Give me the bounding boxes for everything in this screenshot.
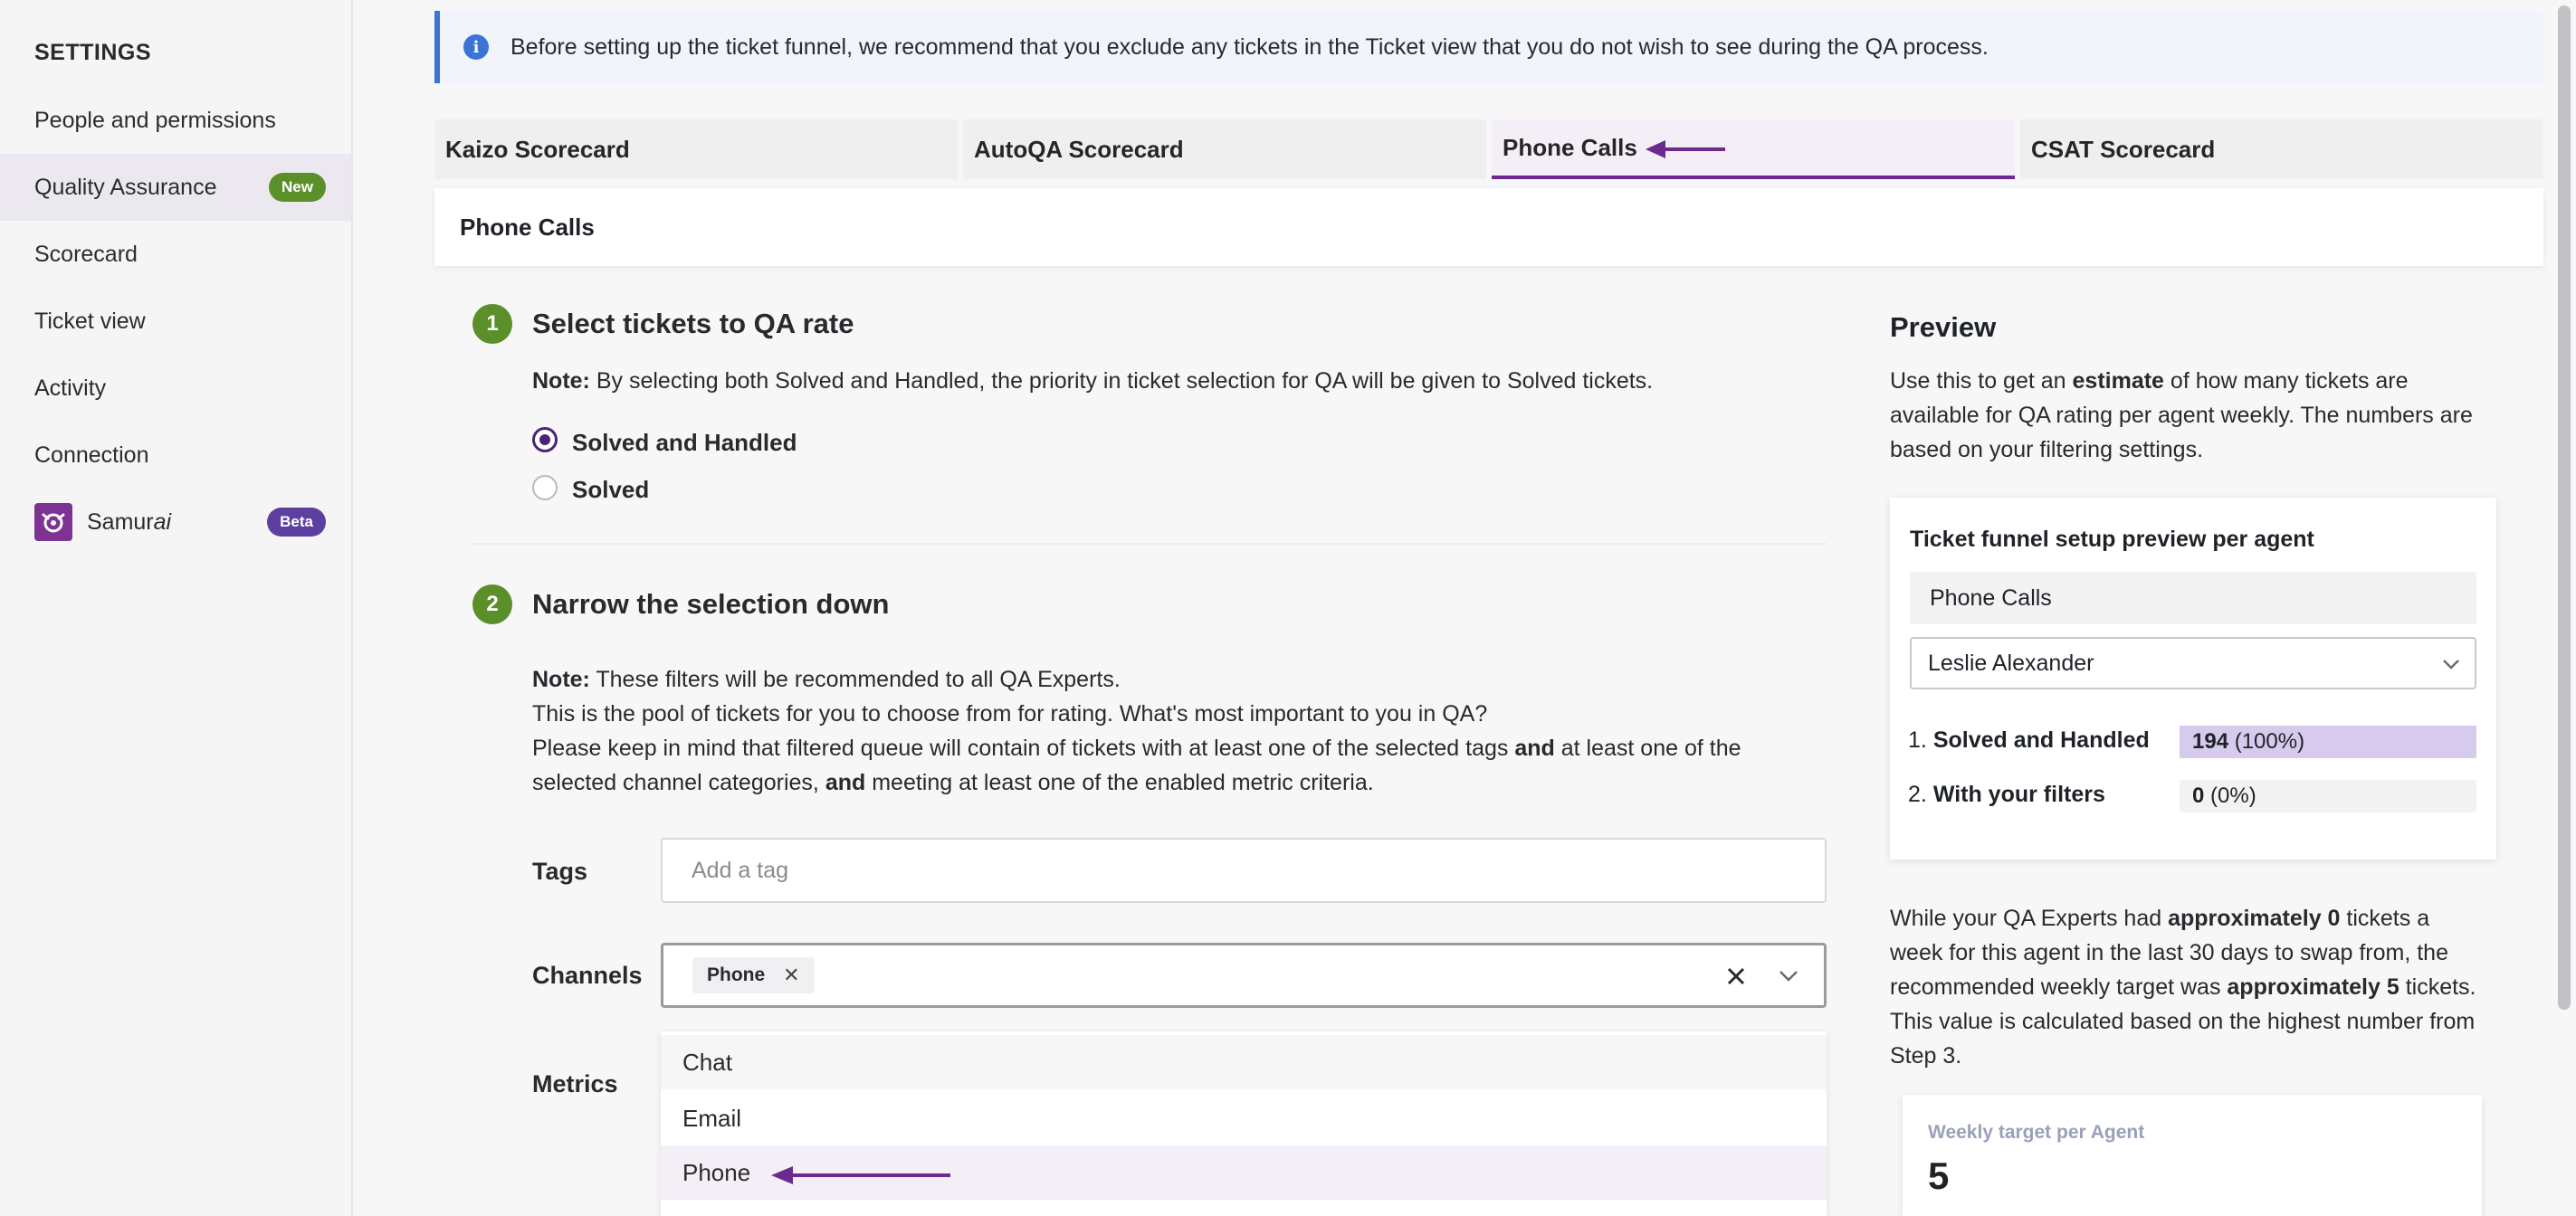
info-banner (434, 11, 2543, 83)
scorecard-name: Phone Calls (1910, 572, 2476, 624)
dropdown-option-chat[interactable]: Chat (661, 1035, 1827, 1089)
tab-phone-calls[interactable]: Phone Calls (1492, 119, 2015, 179)
scrollbar[interactable] (2558, 5, 2571, 1010)
channels-select[interactable] (661, 943, 1827, 1008)
sidebar-item-activity[interactable] (0, 355, 351, 422)
tags-placeholder: Add a tag (692, 857, 789, 883)
metrics-label: Metrics (532, 1070, 618, 1097)
preview-panel (1857, 282, 2527, 1216)
step-1-title: Select tickets to QA rate (532, 308, 854, 339)
sidebar-item-connection[interactable] (0, 422, 351, 489)
funnel-row-label: 1. Solved and Handled (1908, 727, 2150, 753)
beta-badge: Beta (267, 508, 326, 537)
radio-solved-and-handled[interactable] (532, 427, 558, 452)
info-banner-text: Before setting up the ticket funnel, we recommend that you exclude any tickets in the Ticket view that you do not wish to see during the QA process. (510, 33, 1989, 60)
radio-label: Solved and Handled (572, 429, 797, 456)
annotation-arrow-icon (1646, 136, 1727, 163)
divider (472, 543, 1827, 545)
samurai-logo-icon (34, 503, 72, 541)
annotation-arrow-icon (771, 1162, 952, 1189)
radio-solved[interactable] (532, 475, 558, 500)
tab-autoqa-scorecard[interactable]: AutoQA Scorecard (963, 119, 1486, 179)
radio-label: Solved (572, 476, 650, 503)
weekly-target-value: 5 (1928, 1154, 1950, 1197)
sidebar-item-ticket-view[interactable] (0, 288, 351, 355)
new-badge: New (269, 173, 326, 202)
sidebar-item-scorecard[interactable] (0, 221, 351, 288)
sidebar-item-samurai[interactable] (0, 489, 351, 556)
sidebar-item-quality-assurance[interactable] (0, 154, 351, 221)
weekly-target-label: Weekly target per Agent (1928, 1122, 2145, 1143)
agent-select[interactable]: Leslie Alexander (1910, 637, 2476, 689)
dropdown-option-email[interactable]: Email (682, 1104, 742, 1132)
funnel-preview-card (1890, 498, 2496, 860)
preview-title: Preview (1890, 311, 1997, 343)
chevron-down-icon[interactable] (1779, 969, 1798, 983)
preview-description: Use this to get an estimate of how many tickets are available for QA rating per agent weekly. The numbers are based on your filtering settings. (1890, 368, 2473, 462)
sidebar-item-people-and-permissions[interactable] (0, 87, 351, 154)
tab-csat-scorecard[interactable]: CSAT Scorecard (2020, 119, 2543, 179)
step-2-title: Narrow the selection down (532, 588, 890, 620)
channel-chip: Phone ✕ (692, 957, 815, 993)
sidebar-item-label: Connection (34, 442, 149, 468)
main-content (353, 0, 2576, 1216)
sidebar-item-label: Ticket view (34, 308, 146, 334)
chevron-down-icon (2442, 659, 2460, 671)
weekly-target-card (1903, 1095, 2482, 1216)
sidebar-item-label: Scorecard (34, 241, 138, 267)
step-1-number: 1 (472, 304, 512, 344)
step-1-note: Note: By selecting both Solved and Handled, the priority in ticket selection for QA will be given to Solved tickets. (532, 368, 1654, 394)
sidebar-item-label: Samurai (87, 508, 172, 535)
dropdown-option-phone[interactable]: Phone (661, 1145, 1827, 1200)
settings-sidebar (0, 0, 353, 1216)
info-icon: i (463, 34, 489, 60)
clear-icon[interactable] (1726, 966, 1746, 986)
remove-chip-icon[interactable]: ✕ (783, 964, 800, 986)
card-title: Phone Calls (434, 188, 2543, 266)
tags-label: Tags (532, 858, 588, 885)
funnel-preview-title: Ticket funnel setup preview per agent (1910, 527, 2314, 552)
sidebar-item-label: Quality Assurance (34, 174, 217, 200)
sidebar-item-label: People and permissions (34, 107, 276, 133)
channels-label: Channels (532, 962, 643, 989)
step-2-number: 2 (472, 584, 512, 624)
weekly-target-explanation: While your QA Experts had approximately 0 tickets a week for this agent in the last 30 days to swap from, the recommended weekly target was approximately 5 tickets. This value is calculated based on the highest number from Step 3. (1890, 906, 2476, 1069)
scorecard-tabs (434, 119, 2543, 179)
sidebar-heading: SETTINGS (34, 40, 152, 65)
funnel-row-bar: 0 (0%) (2180, 780, 2476, 812)
tags-input[interactable] (661, 838, 1827, 903)
step-2-description: Note: These filters will be recommended to all QA Experts. This is the pool of tickets for you to choose from for rating. What's most important to you in QA? Please keep in mind that filtered queue will contain of tickets with at least one of the selected tags and at least one of the selected channel categories, and meeting at least one of the enabled metric criteria. (532, 667, 1741, 795)
tab-kaizo-scorecard[interactable]: Kaizo Scorecard (434, 119, 958, 179)
funnel-row-bar: 194 (100%) (2180, 726, 2476, 758)
funnel-row-label: 2. With your filters (1908, 782, 2105, 807)
sidebar-item-label: Activity (34, 375, 107, 401)
